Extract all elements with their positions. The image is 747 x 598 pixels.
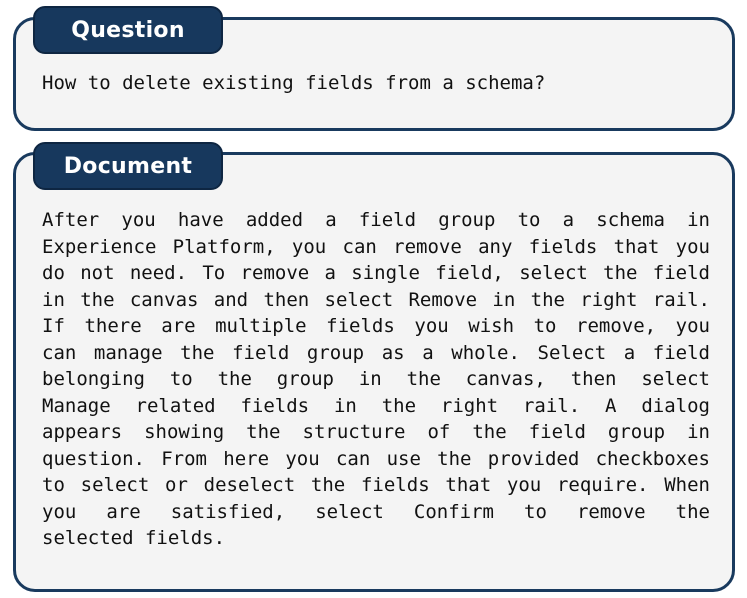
document-tab: Document [33, 142, 223, 190]
document-line: Manage related fields in the right rail. A dialog [42, 394, 710, 417]
document-line: appears showing the structure of the field group in [42, 421, 710, 443]
document-line: do not need. To remove a single field, select the field [42, 262, 710, 284]
document-line: After you have added a field group to a schema in [42, 209, 710, 231]
document-line: in the canvas and then select Remove in the right rail. [42, 288, 710, 311]
question-tab: Question [33, 6, 223, 54]
document-line: selected fields. [42, 527, 226, 549]
document-text [42, 207, 710, 552]
document-line: you are satisfied, select Confirm to remove the [42, 500, 710, 523]
document-line: belonging to the group in the canvas, then select [42, 368, 710, 390]
document-line: can manage the field group as a whole. Select a field [42, 341, 710, 364]
document-line: to select or deselect the fields that you require. When [42, 474, 710, 496]
document-line: If there are multiple fields you wish to remove, you [42, 315, 710, 337]
question-text: How to delete existing fields from a schema? [42, 72, 546, 94]
document-line: question. From here you can use the provided checkboxes [42, 447, 710, 470]
document-line: Experience Platform, you can remove any fields that you [42, 235, 710, 258]
